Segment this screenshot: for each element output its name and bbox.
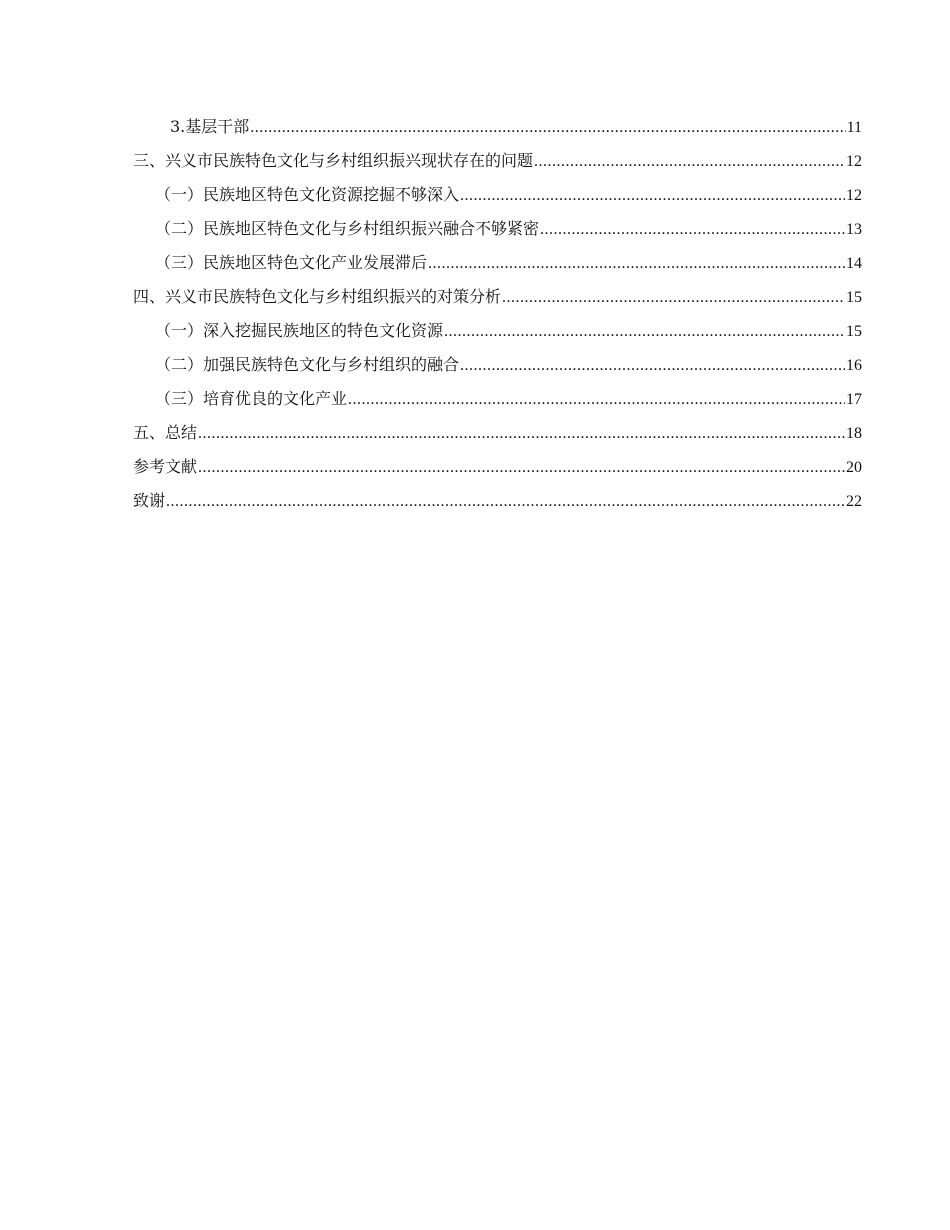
toc-entry-title: 3.基层干部	[170, 117, 250, 136]
toc-entry-acknowledgements[interactable]	[133, 484, 862, 518]
toc-entry-section-3-2[interactable]	[133, 212, 862, 246]
toc-page-number: 20	[846, 459, 862, 476]
toc-entry-section-3-1[interactable]	[133, 178, 862, 212]
toc-entry-section-5[interactable]	[133, 416, 862, 450]
toc-dot-leader	[250, 111, 845, 145]
toc-entry-title: 五、总结	[133, 423, 198, 442]
toc-page-number: 15	[846, 323, 862, 340]
toc-dot-leader	[198, 451, 845, 485]
toc-page-number: 22	[846, 493, 862, 510]
toc-page-number: 11	[846, 119, 862, 136]
toc-entry-title: （二）加强民族特色文化与乡村组织的融合	[155, 355, 460, 374]
toc-entry-title: 致谢	[133, 491, 166, 510]
toc-page-number: 13	[846, 221, 862, 238]
toc-page-number: 18	[846, 425, 862, 442]
toc-dot-leader	[534, 145, 845, 179]
toc-dot-leader	[428, 247, 845, 281]
toc-page-number: 12	[846, 187, 862, 204]
toc-entry-title: （一）民族地区特色文化资源挖掘不够深入	[155, 185, 460, 204]
toc-entry-section-4-1[interactable]	[133, 314, 862, 348]
toc-entry-title: （三）民族地区特色文化产业发展滞后	[155, 253, 428, 272]
toc-entry-section-4[interactable]	[133, 280, 862, 314]
toc-entry-section-4-3[interactable]	[133, 382, 862, 416]
toc-entry-title: （二）民族地区特色文化与乡村组织振兴融合不够紧密	[155, 219, 540, 238]
toc-entry-title: （一）深入挖掘民族地区的特色文化资源	[155, 321, 444, 340]
toc-dot-leader	[502, 281, 845, 315]
toc-entry-section-4-2[interactable]	[133, 348, 862, 382]
toc-entry-title: 三、兴义市民族特色文化与乡村组织振兴现状存在的问题	[133, 151, 534, 170]
toc-entry-title: （三）培育优良的文化产业	[155, 389, 348, 408]
toc-page-number: 12	[846, 153, 862, 170]
toc-dot-leader	[540, 213, 845, 247]
toc-entry-section-3-3[interactable]	[133, 246, 862, 280]
toc-dot-leader	[444, 315, 845, 349]
toc-page-number: 14	[846, 255, 862, 272]
toc-entry-section-3[interactable]	[133, 144, 862, 178]
toc-page-number: 16	[846, 357, 862, 374]
toc-dot-leader	[198, 417, 845, 451]
toc-entry-grassroots-cadres[interactable]	[133, 110, 862, 144]
toc-dot-leader	[166, 485, 845, 519]
toc-page-number: 17	[846, 391, 862, 408]
toc-dot-leader	[460, 349, 845, 383]
toc-page-number: 15	[846, 289, 862, 306]
toc-dot-leader	[348, 383, 845, 417]
table-of-contents	[133, 110, 862, 518]
toc-entry-references[interactable]	[133, 450, 862, 484]
toc-entry-title: 参考文献	[133, 457, 198, 476]
toc-dot-leader	[460, 179, 845, 213]
toc-entry-title: 四、兴义市民族特色文化与乡村组织振兴的对策分析	[133, 287, 502, 306]
